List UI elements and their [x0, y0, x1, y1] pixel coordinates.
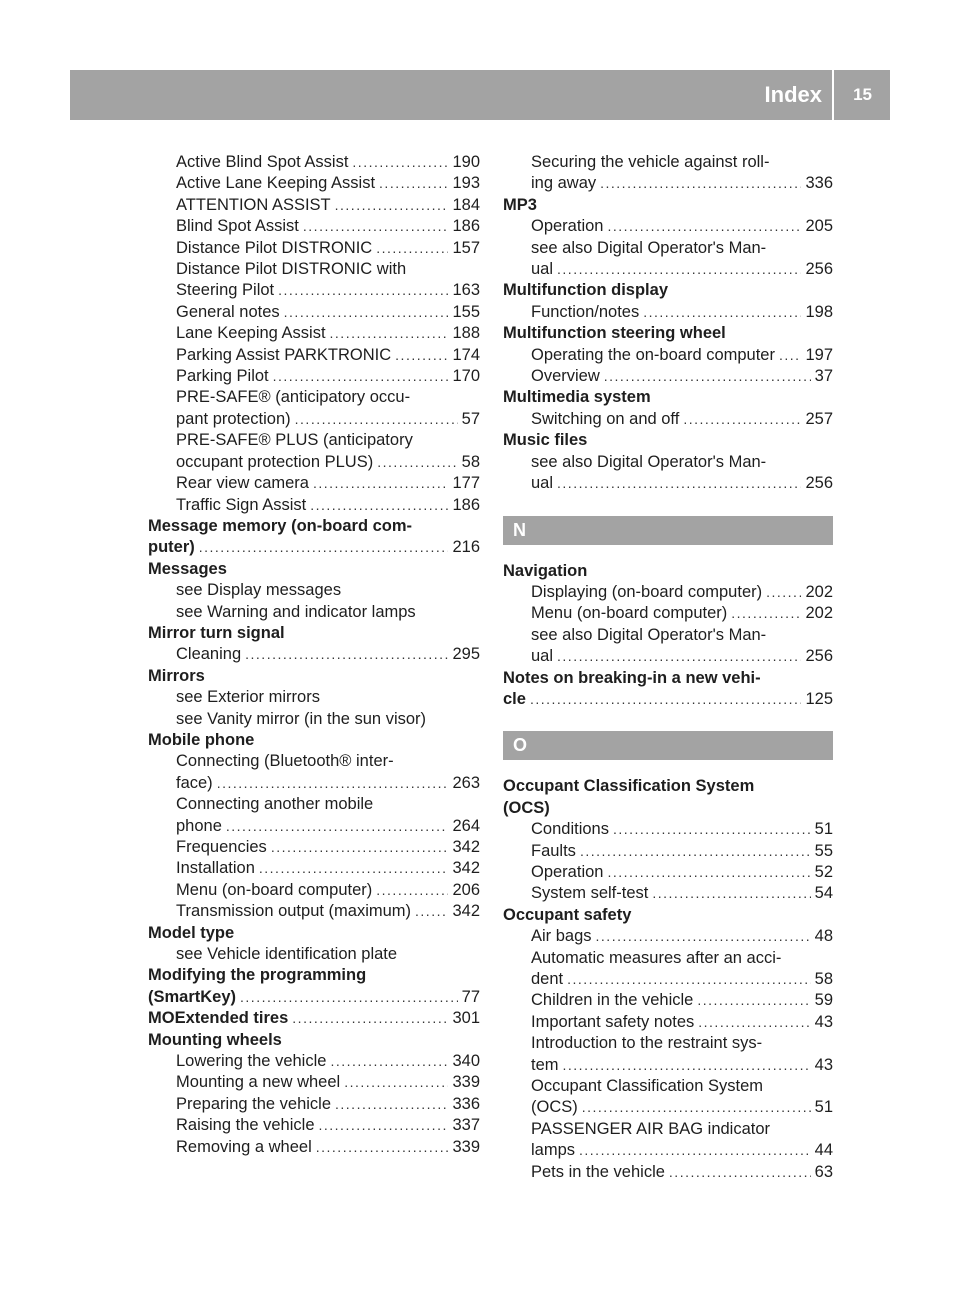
page-reference[interactable]: 163 — [452, 281, 480, 300]
index-entry-main[interactable] — [503, 280, 833, 301]
dot-leader — [697, 990, 810, 1011]
page-reference[interactable]: 339 — [452, 1137, 480, 1156]
index-entry-sub[interactable] — [148, 152, 480, 173]
page-reference[interactable]: 336 — [805, 174, 833, 193]
entry-text: Connecting (Bluetooth® inter- — [176, 752, 394, 771]
entry-text: Distance Pilot DISTRONIC — [176, 238, 373, 257]
entry-text: see also Digital Operator's Man- — [531, 238, 767, 257]
index-entry-sub[interactable] — [503, 862, 833, 883]
entry-text: Displaying (on-board computer) — [531, 582, 763, 601]
index-entry-sub[interactable] — [503, 603, 833, 624]
index-column-left — [148, 152, 480, 1158]
index-entry-sub[interactable] — [503, 238, 833, 281]
entry-text: PASSENGER AIR BAG indicator — [531, 1119, 771, 1138]
page-reference[interactable]: 157 — [452, 238, 480, 257]
index-entry-sub[interactable] — [503, 926, 833, 947]
entry-text: face) — [176, 773, 213, 792]
page-reference[interactable]: 193 — [452, 174, 480, 193]
index-entry-sub[interactable] — [148, 794, 480, 837]
entry-text: Removing a wheel — [176, 1137, 312, 1156]
index-entry-main[interactable] — [503, 561, 833, 582]
entry-text: see Vanity mirror (in the sun visor) — [176, 709, 427, 728]
index-entry-sub[interactable] — [148, 1072, 480, 1093]
entry-text: MP3 — [503, 195, 537, 214]
entry-text: (SmartKey) — [148, 987, 237, 1006]
entry-text: Occupant Classification System — [503, 777, 755, 796]
dot-leader — [292, 1008, 448, 1029]
entry-text: Operating the on-board computer — [531, 345, 775, 364]
page-reference[interactable]: 51 — [814, 820, 833, 839]
section-title: Index — [764, 82, 822, 107]
entry-text: Notes on breaking-in a new vehi- — [503, 668, 761, 687]
entry-text: Modifying the programming — [148, 966, 367, 985]
dot-leader — [316, 1137, 449, 1158]
entry-text: Mounting a new wheel — [176, 1073, 341, 1092]
index-entry-main[interactable] — [148, 516, 480, 559]
entry-text: dent — [531, 970, 564, 988]
page-reference[interactable]: 59 — [814, 991, 833, 1010]
entry-text: Rear view camera — [176, 474, 309, 493]
dot-leader — [335, 195, 449, 216]
dot-leader — [580, 841, 811, 862]
dot-leader — [240, 987, 458, 1008]
page-reference[interactable]: 48 — [814, 927, 833, 946]
entry-text: Operation — [531, 217, 604, 236]
dot-leader — [376, 238, 448, 259]
entry-text: PRE-SAFE® PLUS (anticipatory — [176, 431, 413, 450]
dot-leader — [335, 1094, 448, 1115]
entry-text: Mobile phone — [148, 730, 255, 749]
page-reference[interactable]: 186 — [452, 217, 480, 236]
entry-text: Lowering the vehicle — [176, 1052, 327, 1071]
entry-text: Traffic Sign Assist — [176, 495, 307, 514]
index-entry-main[interactable] — [503, 195, 833, 216]
entry-text: Lane Keeping Assist — [176, 324, 326, 343]
index-entry-sub[interactable] — [503, 152, 833, 195]
entry-text: Mirror turn signal — [148, 623, 285, 642]
dot-leader — [607, 216, 801, 237]
index-entry-sub[interactable] — [503, 1012, 833, 1033]
dot-leader — [779, 345, 801, 366]
entry-text: Parking Assist PARKTRONIC — [176, 345, 392, 364]
page-reference[interactable]: 170 — [452, 367, 480, 386]
entry-text: Important safety notes — [531, 1012, 695, 1031]
entry-text: MOExtended tires — [148, 1009, 289, 1028]
page-reference[interactable]: 44 — [814, 1141, 833, 1160]
page-reference[interactable]: 174 — [452, 345, 480, 364]
dot-leader — [245, 644, 448, 665]
dot-leader — [379, 173, 448, 194]
index-entry-sub[interactable] — [148, 602, 480, 623]
page-reference[interactable]: 77 — [461, 987, 480, 1006]
dot-leader — [319, 1115, 449, 1136]
dot-leader — [613, 819, 811, 840]
page-reference[interactable]: 336 — [452, 1094, 480, 1113]
page-reference[interactable]: 57 — [461, 409, 480, 428]
entry-text: Faults — [531, 841, 576, 860]
index-entry-sub[interactable] — [503, 1033, 833, 1076]
entry-text: Menu (on-board computer) — [176, 880, 373, 899]
entry-text: see Display messages — [176, 581, 342, 600]
dot-leader — [596, 926, 811, 947]
entry-text: Operation — [531, 862, 604, 881]
index-entry-sub[interactable] — [503, 216, 833, 237]
dot-leader — [683, 409, 801, 430]
entry-text: see Vehicle identification plate — [176, 945, 398, 964]
dot-leader — [766, 582, 801, 603]
entry-text: (OCS) — [531, 1098, 578, 1117]
index-entry-sub[interactable] — [148, 1137, 480, 1158]
entry-text: Blind Spot Assist — [176, 217, 299, 236]
page-reference[interactable]: 256 — [805, 647, 833, 666]
page-reference[interactable]: 257 — [805, 409, 833, 428]
entry-text: Preparing the vehicle — [176, 1094, 332, 1113]
dot-leader — [563, 1055, 811, 1076]
index-entry-sub[interactable] — [148, 302, 480, 323]
index-entry-main[interactable] — [148, 730, 480, 751]
page-reference[interactable]: 342 — [452, 838, 480, 856]
page-reference[interactable]: 177 — [452, 474, 480, 493]
page-reference[interactable]: 339 — [452, 1073, 480, 1092]
index-entry-sub[interactable] — [148, 944, 480, 965]
dot-leader — [271, 837, 449, 858]
dot-leader — [303, 216, 449, 237]
entry-text: Pets in the vehicle — [531, 1162, 665, 1181]
page-reference[interactable]: 37 — [814, 367, 833, 386]
entry-text: ual — [531, 647, 554, 666]
dot-leader — [567, 969, 811, 990]
dot-leader — [295, 409, 458, 430]
dot-leader — [415, 901, 448, 922]
index-entry-sub[interactable] — [503, 1119, 833, 1162]
index-entry-sub[interactable] — [503, 345, 833, 366]
entry-text: Multifunction steering wheel — [503, 324, 726, 343]
entry-text: Messages — [148, 559, 227, 578]
entry-text: see Exterior mirrors — [176, 688, 320, 707]
index-entry-sub[interactable] — [148, 901, 480, 922]
index-entry-sub[interactable] — [148, 495, 480, 516]
page-reference[interactable]: 63 — [814, 1162, 833, 1181]
entry-text: Steering Pilot — [176, 281, 275, 300]
index-entry-main[interactable] — [148, 559, 480, 580]
index-entry-sub[interactable] — [148, 259, 480, 302]
entry-text: ual — [531, 474, 554, 493]
entry-text: see also Digital Operator's Man- — [531, 452, 767, 471]
dot-leader — [582, 1097, 811, 1118]
index-entry-main[interactable] — [148, 965, 480, 1008]
entry-text: PRE-SAFE® (anticipatory occu- — [176, 388, 411, 407]
index-entry-sub[interactable] — [148, 323, 480, 344]
entry-text: phone — [176, 816, 222, 835]
index-entry-sub[interactable] — [148, 687, 480, 708]
entry-text: Distance Pilot DISTRONIC with — [176, 260, 407, 279]
entry-text: Cleaning — [176, 645, 242, 664]
index-entry-sub[interactable] — [148, 216, 480, 237]
page-reference[interactable]: 184 — [452, 195, 480, 214]
dot-leader — [352, 152, 448, 173]
page-reference[interactable]: 58 — [814, 970, 833, 988]
dot-leader — [557, 473, 801, 494]
index-entry-sub[interactable] — [503, 1076, 833, 1119]
page-reference[interactable]: 256 — [805, 474, 833, 493]
entry-text: see also Digital Operator's Man- — [531, 625, 767, 644]
dot-leader — [376, 880, 448, 901]
entry-text: Mounting wheels — [148, 1030, 282, 1049]
index-entry-sub[interactable] — [503, 841, 833, 862]
entry-text: tem — [531, 1055, 559, 1074]
dot-leader — [698, 1012, 810, 1033]
dot-leader — [579, 1140, 811, 1161]
index-entry-sub[interactable] — [503, 1162, 833, 1183]
dot-leader — [669, 1162, 811, 1183]
index-entry-sub[interactable] — [148, 238, 480, 259]
dot-leader — [652, 883, 810, 904]
page-number: 15 — [853, 85, 872, 104]
index-entry-sub[interactable] — [148, 880, 480, 901]
dot-leader — [344, 1072, 448, 1093]
entry-text: Active Lane Keeping Assist — [176, 174, 376, 193]
page-reference[interactable]: 295 — [452, 645, 480, 664]
entry-text: Air bags — [531, 927, 592, 946]
page-reference[interactable]: 197 — [805, 345, 833, 364]
page-header — [70, 70, 890, 120]
index-entry-sub[interactable] — [148, 1051, 480, 1072]
page-reference[interactable]: 256 — [805, 260, 833, 279]
entry-text: ual — [531, 260, 554, 279]
index-entry-main[interactable] — [148, 666, 480, 687]
entry-text: Children in the vehicle — [531, 991, 694, 1010]
page-reference[interactable]: 206 — [452, 880, 480, 899]
entry-text: Menu (on-board computer) — [531, 604, 728, 623]
entry-text: ing away — [531, 174, 597, 193]
index-entry-main[interactable] — [148, 1008, 480, 1029]
entry-text: System self-test — [531, 884, 649, 903]
entry-text: Active Blind Spot Assist — [176, 153, 349, 171]
dot-leader — [313, 473, 449, 494]
entry-text: Model type — [148, 923, 235, 942]
index-entry-sub[interactable] — [148, 173, 480, 194]
index-column-right — [503, 152, 833, 1183]
page-reference[interactable]: 190 — [452, 153, 480, 171]
dot-leader — [557, 646, 801, 667]
index-entry-sub[interactable] — [503, 582, 833, 603]
entry-text: Multimedia system — [503, 388, 651, 407]
page-reference[interactable]: 58 — [461, 452, 480, 471]
index-entry-main[interactable] — [503, 905, 833, 926]
dot-leader — [530, 689, 802, 710]
index-entry-sub[interactable] — [148, 430, 480, 473]
index-entry-main[interactable] — [503, 323, 833, 344]
index-entry-sub[interactable] — [148, 858, 480, 879]
dot-leader — [284, 302, 449, 323]
page-reference[interactable]: 264 — [452, 816, 480, 835]
entry-text: cle — [503, 689, 526, 708]
entry-text: Transmission output (maximum) — [176, 902, 412, 921]
page-reference[interactable]: 198 — [805, 302, 833, 321]
entry-text: Raising the vehicle — [176, 1116, 315, 1135]
entry-text: Switching on and off — [531, 409, 680, 428]
dot-leader — [199, 537, 449, 558]
entry-text: Function/notes — [531, 302, 640, 321]
entry-text: Occupant Classification System — [531, 1077, 764, 1096]
dot-leader — [600, 173, 801, 194]
dot-leader — [395, 345, 448, 366]
page-reference[interactable]: 125 — [805, 689, 833, 708]
index-letter-heading: O — [503, 731, 833, 760]
page-reference[interactable]: 342 — [452, 902, 480, 921]
entry-text: see Warning and indicator lamps — [176, 602, 416, 621]
entry-text: Multifunction display — [503, 281, 668, 300]
dot-leader — [217, 773, 449, 794]
entry-text: Parking Pilot — [176, 367, 269, 386]
entry-text: puter) — [148, 538, 195, 557]
page-reference[interactable]: 301 — [452, 1009, 480, 1028]
index-entry-sub[interactable] — [148, 1115, 480, 1136]
entry-text: Overview — [531, 367, 600, 386]
entry-text: Mirrors — [148, 666, 205, 685]
index-entry-sub[interactable] — [148, 195, 480, 216]
page-reference[interactable]: 205 — [805, 217, 833, 236]
page-reference[interactable]: 337 — [452, 1116, 480, 1135]
index-entry-sub[interactable] — [148, 644, 480, 665]
entry-text: Installation — [176, 859, 255, 878]
page-reference[interactable]: 155 — [452, 302, 480, 321]
entry-text: Introduction to the restraint sys- — [531, 1034, 763, 1053]
index-entry-sub[interactable] — [148, 1094, 480, 1115]
entry-text: Automatic measures after an acci- — [531, 948, 782, 967]
entry-text: Securing the vehicle against roll- — [531, 153, 770, 171]
dot-leader — [607, 862, 810, 883]
index-entry-main[interactable] — [503, 430, 833, 451]
index-entry-sub[interactable] — [148, 709, 480, 730]
entry-text: Message memory (on-board com- — [148, 516, 413, 535]
index-entry-sub[interactable] — [503, 883, 833, 904]
index-entry-main[interactable] — [503, 668, 833, 711]
index-entry-main[interactable] — [503, 776, 833, 819]
entry-text: Connecting another mobile — [176, 795, 374, 814]
index-entry-sub[interactable] — [148, 751, 480, 794]
dot-leader — [278, 280, 448, 301]
dot-leader — [259, 858, 449, 879]
index-entry-sub[interactable] — [148, 387, 480, 430]
dot-leader — [273, 366, 449, 387]
index-entry-sub[interactable] — [148, 580, 480, 601]
page-reference[interactable]: 55 — [814, 841, 833, 860]
entry-text: pant protection) — [176, 409, 291, 428]
index-letter-heading: N — [503, 516, 833, 545]
dot-leader — [604, 366, 811, 387]
index-entry-sub[interactable] — [503, 366, 833, 387]
page-reference[interactable]: 54 — [814, 884, 833, 903]
index-entry-sub[interactable] — [503, 409, 833, 430]
index-entry-main[interactable] — [503, 387, 833, 408]
dot-leader — [330, 323, 449, 344]
entry-text: Navigation — [503, 561, 588, 580]
index-entry-sub[interactable] — [503, 819, 833, 840]
dot-leader — [310, 495, 448, 516]
page-reference[interactable]: 51 — [814, 1098, 833, 1117]
index-entry-main[interactable] — [148, 923, 480, 944]
page-reference[interactable]: 340 — [452, 1052, 480, 1071]
index-entry-sub[interactable] — [503, 990, 833, 1011]
page-reference[interactable]: 202 — [805, 604, 833, 623]
page-reference[interactable]: 52 — [814, 862, 833, 881]
dot-leader — [377, 452, 457, 473]
index-entry-sub[interactable] — [148, 366, 480, 387]
index-entry-sub[interactable] — [148, 473, 480, 494]
entry-text: lamps — [531, 1141, 576, 1160]
entry-text: General notes — [176, 302, 280, 321]
index-entry-main[interactable] — [148, 623, 480, 644]
page-reference[interactable]: 43 — [814, 1055, 833, 1074]
index-entry-sub[interactable] — [503, 948, 833, 991]
page-reference[interactable]: 202 — [805, 582, 833, 601]
entry-text: Occupant safety — [503, 905, 632, 924]
index-entry-sub[interactable] — [148, 837, 480, 858]
dot-leader — [557, 259, 801, 280]
index-entry-sub[interactable] — [503, 625, 833, 668]
dot-leader — [731, 603, 801, 624]
index-entry-main[interactable] — [148, 1030, 480, 1051]
page-reference[interactable]: 342 — [452, 859, 480, 878]
entry-text: Music files — [503, 431, 588, 450]
entry-text: Conditions — [531, 820, 609, 839]
dot-leader — [643, 302, 801, 323]
page-reference[interactable]: 188 — [452, 324, 480, 343]
page-reference[interactable]: 186 — [452, 495, 480, 514]
index-entry-sub[interactable] — [503, 302, 833, 323]
entry-text: ATTENTION ASSIST — [176, 195, 331, 214]
dot-leader — [226, 816, 449, 837]
dot-leader — [330, 1051, 448, 1072]
entry-text: (OCS) — [503, 798, 550, 817]
page-reference[interactable]: 43 — [814, 1012, 833, 1031]
entry-text: Frequencies — [176, 838, 267, 856]
index-entry-sub[interactable] — [148, 345, 480, 366]
page-reference[interactable]: 216 — [452, 538, 480, 557]
index-entry-sub[interactable] — [503, 452, 833, 495]
page-reference[interactable]: 263 — [452, 773, 480, 792]
entry-text: occupant protection PLUS) — [176, 452, 374, 471]
header-divider — [832, 70, 834, 120]
